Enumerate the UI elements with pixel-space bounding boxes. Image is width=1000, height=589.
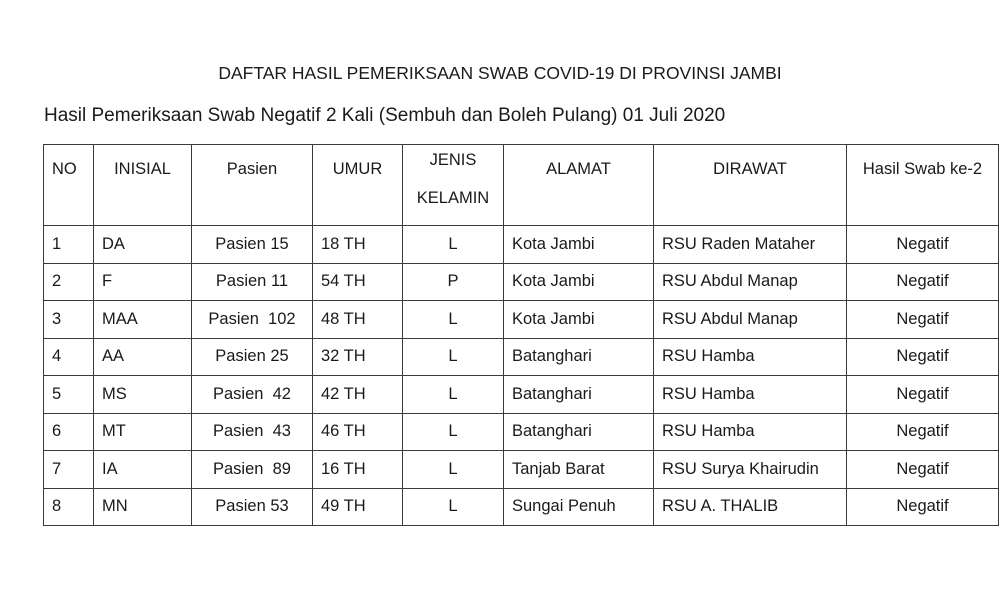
cell-umur: 18 TH	[313, 226, 403, 264]
cell-alamat: Sungai Penuh	[504, 488, 654, 526]
document-title: DAFTAR HASIL PEMERIKSAAN SWAB COVID-19 DI PROVINSI JAMBI	[218, 63, 782, 83]
cell-jenis-kelamin: L	[403, 301, 504, 339]
cell-jenis-kelamin: L	[403, 413, 504, 451]
cell-jenis-kelamin: L	[403, 488, 504, 526]
cell-no: 1	[44, 226, 94, 264]
cell-hasil-swab: Negatif	[847, 376, 999, 414]
header-pasien: Pasien	[192, 145, 313, 226]
cell-dirawat: RSU Raden Mataher	[654, 226, 847, 264]
cell-hasil-swab: Negatif	[847, 338, 999, 376]
cell-alamat: Kota Jambi	[504, 301, 654, 339]
cell-dirawat: RSU Hamba	[654, 338, 847, 376]
header-jenis-kelamin	[403, 145, 504, 226]
cell-jenis-kelamin: L	[403, 338, 504, 376]
cell-inisial: MAA	[94, 301, 192, 339]
table-row	[44, 263, 999, 301]
cell-hasil-swab: Negatif	[847, 451, 999, 489]
header-inisial: INISIAL	[94, 145, 192, 226]
header-jenis-kelamin-line1: JENIS	[429, 151, 477, 169]
cell-no: 2	[44, 263, 94, 301]
cell-pasien: Pasien 42	[192, 376, 313, 414]
table-row	[44, 413, 999, 451]
cell-umur: 49 TH	[313, 488, 403, 526]
cell-pasien: Pasien 43	[192, 413, 313, 451]
header-umur: UMUR	[313, 145, 403, 226]
header-alamat: ALAMAT	[504, 145, 654, 226]
cell-no: 3	[44, 301, 94, 339]
cell-hasil-swab: Negatif	[847, 263, 999, 301]
cell-dirawat: RSU A. THALIB	[654, 488, 847, 526]
cell-pasien: Pasien 11	[192, 263, 313, 301]
cell-no: 7	[44, 451, 94, 489]
table-row	[44, 376, 999, 414]
cell-hasil-swab: Negatif	[847, 301, 999, 339]
header-hasil-swab: Hasil Swab ke-2	[847, 145, 999, 226]
cell-inisial: IA	[94, 451, 192, 489]
table-header-row	[44, 145, 999, 226]
cell-alamat: Kota Jambi	[504, 263, 654, 301]
header-no: NO	[44, 145, 94, 226]
cell-inisial: AA	[94, 338, 192, 376]
cell-inisial: MN	[94, 488, 192, 526]
cell-dirawat: RSU Hamba	[654, 413, 847, 451]
cell-alamat: Batanghari	[504, 338, 654, 376]
cell-dirawat: RSU Surya Khairudin	[654, 451, 847, 489]
cell-hasil-swab: Negatif	[847, 488, 999, 526]
cell-inisial: MS	[94, 376, 192, 414]
cell-jenis-kelamin: L	[403, 226, 504, 264]
cell-hasil-swab: Negatif	[847, 226, 999, 264]
cell-umur: 42 TH	[313, 376, 403, 414]
table-row	[44, 488, 999, 526]
cell-jenis-kelamin: P	[403, 263, 504, 301]
document-subtitle: Hasil Pemeriksaan Swab Negatif 2 Kali (Sembuh dan Boleh Pulang) 01 Juli 2020	[44, 105, 726, 126]
cell-umur: 46 TH	[313, 413, 403, 451]
cell-no: 5	[44, 376, 94, 414]
cell-no: 8	[44, 488, 94, 526]
table-row	[44, 226, 999, 264]
table-row	[44, 301, 999, 339]
cell-no: 4	[44, 338, 94, 376]
cell-dirawat: RSU Hamba	[654, 376, 847, 414]
cell-pasien: Pasien 53	[192, 488, 313, 526]
header-dirawat: DIRAWAT	[654, 145, 847, 226]
header-jenis-kelamin-line2: KELAMIN	[416, 189, 490, 207]
cell-hasil-swab: Negatif	[847, 413, 999, 451]
cell-pasien: Pasien 102	[192, 301, 313, 339]
cell-umur: 48 TH	[313, 301, 403, 339]
cell-jenis-kelamin: L	[403, 451, 504, 489]
cell-pasien: Pasien 89	[192, 451, 313, 489]
cell-alamat: Tanjab Barat	[504, 451, 654, 489]
cell-jenis-kelamin: L	[403, 376, 504, 414]
cell-inisial: MT	[94, 413, 192, 451]
cell-pasien: Pasien 15	[192, 226, 313, 264]
swab-results-table	[43, 144, 999, 526]
cell-inisial: DA	[94, 226, 192, 264]
cell-dirawat: RSU Abdul Manap	[654, 301, 847, 339]
table-row	[44, 451, 999, 489]
table-row	[44, 338, 999, 376]
cell-alamat: Batanghari	[504, 376, 654, 414]
cell-inisial: F	[94, 263, 192, 301]
cell-umur: 32 TH	[313, 338, 403, 376]
cell-alamat: Batanghari	[504, 413, 654, 451]
cell-pasien: Pasien 25	[192, 338, 313, 376]
cell-umur: 54 TH	[313, 263, 403, 301]
cell-dirawat: RSU Abdul Manap	[654, 263, 847, 301]
cell-alamat: Kota Jambi	[504, 226, 654, 264]
cell-umur: 16 TH	[313, 451, 403, 489]
cell-no: 6	[44, 413, 94, 451]
